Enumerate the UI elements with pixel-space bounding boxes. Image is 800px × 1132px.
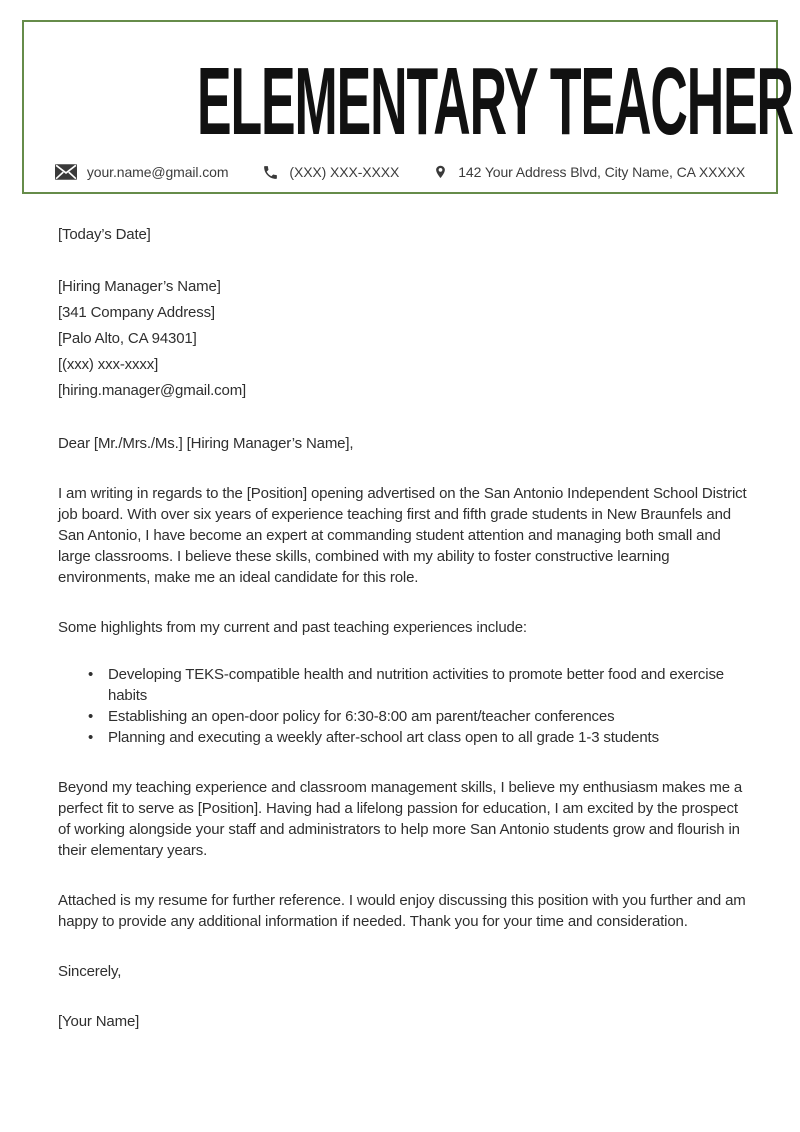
contact-address-text: 142 Your Address Blvd, City Name, CA XXXXX	[458, 164, 746, 180]
closing-paragraph: Attached is my resume for further reference. I would enjoy discussing this position with you further and am happy to provide any additional information if needed. Thank you for your time and consideration.	[58, 892, 746, 930]
recipient-email: [hiring.manager@gmail.com]	[58, 382, 247, 399]
contact-bar	[24, 162, 776, 182]
highlight-item: • Planning and executing a weekly after-school art class open to all grade 1-3 students	[108, 727, 748, 748]
date-line: [Today’s Date]	[58, 226, 151, 243]
highlight-item: • Establishing an open-door policy for 6:30-8:00 am parent/teacher conferences	[108, 706, 748, 727]
page-title: ELEMENTARY TEACHER	[196, 48, 793, 155]
recipient-block	[58, 274, 748, 404]
phone-icon	[262, 164, 279, 181]
location-pin-icon	[433, 162, 448, 182]
recipient-address-line1: [341 Company Address]	[58, 304, 215, 321]
intro-paragraph: I am writing in regards to the [Position] opening advertised on the San Antonio Independent School District job board. With over six years of experience teaching first and fifth grade students in New Braunfels and San Antonio, I have become an expert at commanding student attention and managing both small and large classrooms. I believe these skills, combined with my ability to foster constructive learning environments, make me an ideal candidate for this role.	[58, 485, 747, 586]
recipient-name: [Hiring Manager’s Name]	[58, 278, 221, 295]
contact-email-text: your.name@gmail.com	[86, 164, 229, 180]
email-icon	[55, 164, 77, 180]
header-box	[22, 20, 793, 194]
recipient-phone: [(xxx) xxx-xxxx]	[58, 356, 159, 373]
contact-item-email	[55, 164, 228, 180]
contact-phone-text: (XXX) XXX-XXXX	[289, 164, 400, 180]
highlights-intro: Some highlights from my current and past teaching experiences include:	[58, 619, 527, 636]
signature-name: [Your Name]	[58, 1013, 140, 1030]
salutation: Dear [Mr./Mrs./Ms.] [Hiring Manager’s Name],	[58, 435, 354, 452]
highlight-list	[58, 664, 748, 748]
contact-item-address	[433, 162, 745, 182]
highlight-item: • Developing TEKS-compatible health and nutrition activities to promote better food and exercise habits	[108, 664, 748, 706]
recipient-address-line2: [Palo Alto, CA 94301]	[58, 330, 197, 347]
sign-off: Sincerely,	[58, 963, 122, 980]
contact-item-phone	[262, 164, 399, 181]
letter-body	[58, 224, 748, 1061]
enthusiasm-paragraph: Beyond my teaching experience and classroom management skills, I believe my enthusiasm makes me a perfect fit to serve as [Position]. Having had a lifelong passion for education, I am excited by the prospect of working alongside your staff and administrators to help more San Antonio students grow and flourish in their elementary years.	[58, 779, 743, 859]
